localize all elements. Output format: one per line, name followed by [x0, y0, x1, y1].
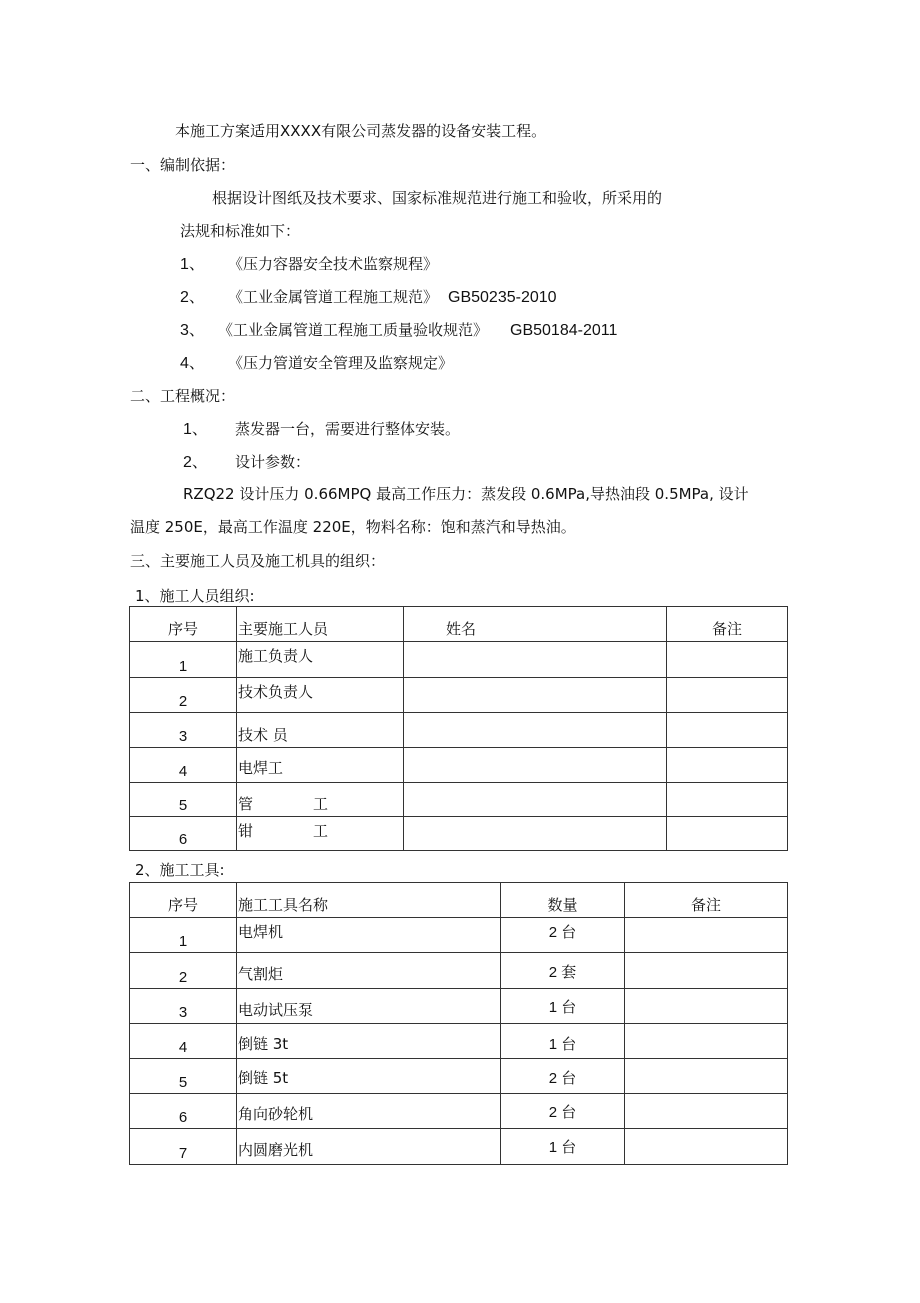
row-index: 7 — [130, 1129, 237, 1165]
row-index: 5 — [130, 1059, 237, 1094]
note-cell — [667, 748, 788, 783]
tool-name-cell: 倒链 5t — [237, 1059, 501, 1094]
reference-item — [180, 353, 453, 374]
quantity-cell: 2 台 — [501, 918, 625, 953]
design-params-line1: RZQ22 设计压力 0.66MPQ 最高工作压力：蒸发段 0.6MPa,导热油段 0.5MPa, 设计 — [183, 485, 749, 503]
tool-name-cell: 电动试压泵 — [237, 989, 501, 1024]
name-cell — [404, 783, 667, 817]
reference-title: 《压力管道安全管理及监察规定》 — [228, 354, 454, 372]
table-row — [130, 989, 788, 1024]
row-index: 2 — [130, 678, 237, 713]
row-index: 2 — [130, 953, 237, 989]
personnel-caption: 1、施工人员组织: — [135, 587, 255, 605]
name-cell — [404, 713, 667, 748]
table-row — [130, 642, 788, 678]
role-cell: 施工负责人 — [237, 642, 404, 678]
header-cell: 主要施工人员 — [237, 607, 404, 642]
table-row — [130, 817, 788, 851]
quantity-cell: 1 台 — [501, 1024, 625, 1059]
reference-index: 4、 — [180, 355, 205, 372]
reference-index: 3、 — [180, 322, 205, 339]
quantity-cell: 2 套 — [501, 953, 625, 989]
table-row — [130, 748, 788, 783]
table-row — [130, 713, 788, 748]
row-index: 6 — [130, 1094, 237, 1129]
header-cell: 序号 — [130, 883, 237, 918]
header-cell: 数量 — [501, 883, 625, 918]
note-cell — [625, 1094, 788, 1129]
role-cell: 技术 员 — [237, 713, 404, 748]
reference-item — [180, 254, 438, 275]
role-cell — [237, 783, 404, 817]
overview-item — [183, 419, 460, 440]
header-cell: 备注 — [625, 883, 788, 918]
name-cell — [404, 642, 667, 678]
table-row — [130, 783, 788, 817]
header-cell: 备注 — [667, 607, 788, 642]
note-cell — [625, 1129, 788, 1165]
design-params-line2: 温度 250E，最高工作温度 220E，物料名称：饱和蒸汽和导热油。 — [130, 518, 576, 536]
overview-item — [183, 452, 310, 473]
table-row — [130, 1094, 788, 1129]
row-index: 4 — [130, 748, 237, 783]
note-cell — [667, 817, 788, 851]
reference-item — [180, 287, 557, 308]
note-cell — [667, 783, 788, 817]
note-cell — [667, 642, 788, 678]
tool-name-cell: 角向砂轮机 — [237, 1094, 501, 1129]
table-header-row — [130, 607, 788, 642]
table-row — [130, 678, 788, 713]
overview-index: 1、 — [183, 421, 208, 438]
overview-text: 蒸发器一台，需要进行整体安装。 — [235, 420, 461, 438]
row-index: 3 — [130, 989, 237, 1024]
reference-code: GB50184-2011 — [510, 322, 618, 339]
note-cell — [625, 918, 788, 953]
role-text: 管 工 — [238, 795, 328, 813]
reference-item — [180, 320, 617, 341]
section1-para-line1: 根据设计图纸及技术要求、国家标准规范进行施工和验收，所采用的 — [212, 189, 663, 207]
row-index: 1 — [130, 642, 237, 678]
name-cell — [404, 678, 667, 713]
tool-name-cell: 气割炬 — [237, 953, 501, 989]
section2-heading: 二、工程概况： — [130, 387, 236, 405]
reference-code: GB50235-2010 — [448, 289, 557, 306]
role-cell: 电焊工 — [237, 748, 404, 783]
tool-name-cell: 内圆磨光机 — [237, 1129, 501, 1165]
intro-text: 本施工方案适用XXXX有限公司蒸发器的设备安装工程。 — [175, 122, 547, 140]
table-row — [130, 1129, 788, 1165]
table-row — [130, 1024, 788, 1059]
header-cell: 施工工具名称 — [237, 883, 501, 918]
table-row — [130, 953, 788, 989]
table-row — [130, 1059, 788, 1094]
name-cell — [404, 748, 667, 783]
row-index: 3 — [130, 713, 237, 748]
section1-heading: 一、编制依据： — [130, 156, 236, 174]
personnel-table — [129, 606, 788, 851]
overview-text: 设计参数： — [235, 453, 311, 471]
note-cell — [625, 989, 788, 1024]
role-cell: 技术负责人 — [237, 678, 404, 713]
note-cell — [667, 713, 788, 748]
note-cell — [625, 1024, 788, 1059]
row-index: 4 — [130, 1024, 237, 1059]
note-cell — [625, 1059, 788, 1094]
table-header-row — [130, 883, 788, 918]
quantity-cell: 2 台 — [501, 1094, 625, 1129]
reference-index: 1、 — [180, 256, 205, 273]
quantity-cell: 2 台 — [501, 1059, 625, 1094]
tools-caption: 2、施工工具: — [135, 861, 225, 879]
overview-index: 2、 — [183, 454, 208, 471]
tools-table — [129, 882, 788, 1165]
quantity-cell: 1 台 — [501, 1129, 625, 1165]
reference-title: 《工业金属管道工程施工规范》 — [228, 288, 439, 306]
name-cell — [404, 817, 667, 851]
row-index: 5 — [130, 783, 237, 817]
reference-title: 《压力容器安全技术监察规程》 — [228, 255, 439, 273]
row-index: 1 — [130, 918, 237, 953]
note-cell — [625, 953, 788, 989]
header-cell: 序号 — [130, 607, 237, 642]
note-cell — [667, 678, 788, 713]
role-text: 钳 工 — [238, 822, 328, 840]
tool-name-cell: 倒链 3t — [237, 1024, 501, 1059]
tool-name-cell: 电焊机 — [237, 918, 501, 953]
section1-para-line2: 法规和标准如下： — [180, 222, 301, 240]
header-cell: 姓名 — [404, 607, 667, 642]
section3-heading: 三、主要施工人员及施工机具的组织： — [130, 552, 386, 570]
table-row — [130, 918, 788, 953]
quantity-cell: 1 台 — [501, 989, 625, 1024]
role-cell — [237, 817, 404, 851]
reference-index: 2、 — [180, 289, 205, 306]
reference-title: 《工业金属管道工程施工质量验收规范》 — [218, 321, 489, 339]
row-index: 6 — [130, 817, 237, 851]
